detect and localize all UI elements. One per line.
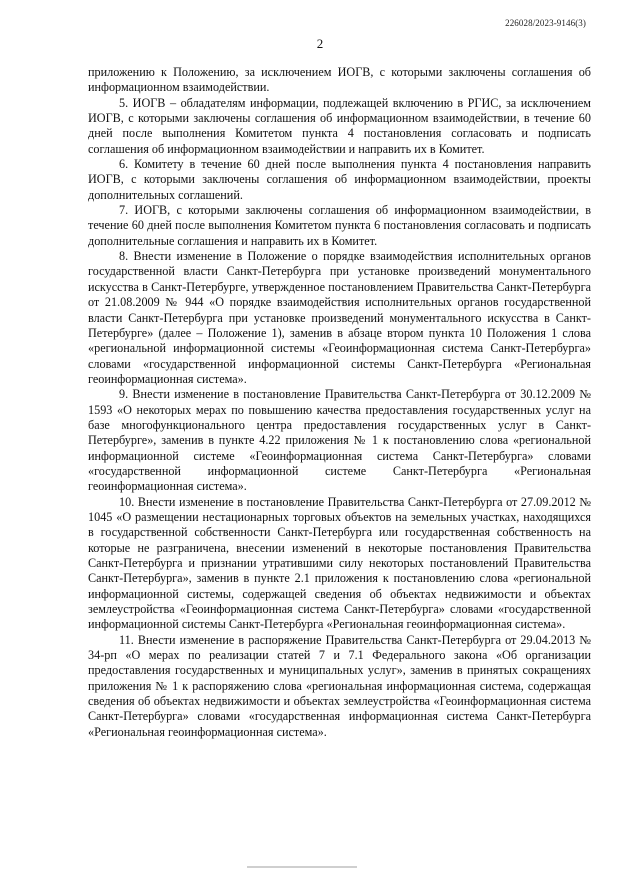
paragraph-item-11: 11. Внести изменение в распоряжение Правительства Санкт-Петербурга от 29.04.2013 № 34-рп «О мерах по реализации статей 7 и 7.1 Федерального закона «Об организации предоставления государственных и муниципальных услуг», заменив в принятых сокращениях приложения № 1 к распоряжению слова «региональная информационная система, содержащая сведения об объектах недвижимости и объектах землеустройства «Геоинформационная система Санкт-Петербурга» словами «государственная информационная система Санкт-Петербурга «Региональная геоинформационная система». bbox=[88, 632, 591, 739]
paragraph-item-9: 9. Внести изменение в постановление Правительства Санкт-Петербурга от 30.12.2009 № 1593 «О некоторых мерах по повышению качества предоставления государственных услуг на базе многофункционального центра предоставления государственных услуг в Санкт-Петербурге», заменив в пункте 4.22 приложения № 1 к постановлению слова «региональной информационной системе «Геоинформационная система Санкт-Петербурга» словами «государственной информационной системе Санкт-Петербурга «Региональная геоинформационная система». bbox=[88, 387, 591, 494]
page-number: 2 bbox=[316, 36, 324, 51]
paragraph-item-10: 10. Внести изменение в постановление Правительства Санкт-Петербурга от 27.09.2012 № 1045 «О размещении нестационарных торговых объектов на земельных участках, находящихся в государственной собственности Санкт-Петербурга или государственная собственность на которые не разграничена, внесении изменений в некоторые постановления Правительства Санкт-Петербурга и признании утратившими силу некоторых постановлений Правительства Санкт-Петербурга», заменив в пункте 2.1 приложения к постановлению слова «региональной информационной системы, содержащей сведения об объектах недвижимости и объектах землеустройства «Геоинформационная система Санкт-Петербурга» словами «государственной информационной системы Санкт-Петербурга «Региональная геоинформационная система». bbox=[88, 494, 591, 632]
document-body bbox=[88, 65, 591, 740]
paragraph-continuation: приложению к Положению, за исключением ИОГВ, с которыми заключены соглашения об информационном взаимодействии. bbox=[88, 65, 591, 95]
scan-edge-mark bbox=[247, 866, 357, 868]
document-registration-code: 226028/2023-9146(3) bbox=[505, 18, 586, 28]
paragraph-item-5: 5. ИОГВ – обладателям информации, подлежащей включению в РГИС, за исключением ИОГВ, с которыми заключены соглашения об информационном взаимодействии, в течение 60 дней после выполнения Комитетом пункта 4 постановления согласовать и подписать соглашения об информационном взаимодействии и направить их в Комитет. bbox=[88, 95, 591, 156]
paragraph-item-6: 6. Комитету в течение 60 дней после выполнения пункта 4 постановления направить ИОГВ, с которыми заключены соглашения об информационном взаимодействии, проекты дополнительных соглашений. bbox=[88, 157, 591, 202]
paragraph-item-8: 8. Внести изменение в Положение о порядке взаимодействия исполнительных органов государственной власти Санкт-Петербурга при установке произведений монументального искусства в Санкт-Петербурге, утвержденное постановлением Правительства Санкт-Петербурга от 21.08.2009 № 944 «О порядке взаимодействия исполнительных органов государственной власти Санкт-Петербурга при установке произведений монументального искусства в Санкт-Петербурге» (далее – Положение 1), заменив в абзаце втором пункта 10 Положения 1 слова «региональной информационной системы «Геоинформационная система Санкт-Петербурга» словами «государственной информационной системы Санкт-Петербурга «Региональная геоинформационная система». bbox=[88, 249, 591, 386]
paragraph-item-7: 7. ИОГВ, с которыми заключены соглашения об информационном взаимодействии, в течение 60 дней после выполнения Комитетом пункта 6 постановления согласовать и подписать дополнительные соглашения и направить их в Комитет. bbox=[88, 203, 591, 248]
